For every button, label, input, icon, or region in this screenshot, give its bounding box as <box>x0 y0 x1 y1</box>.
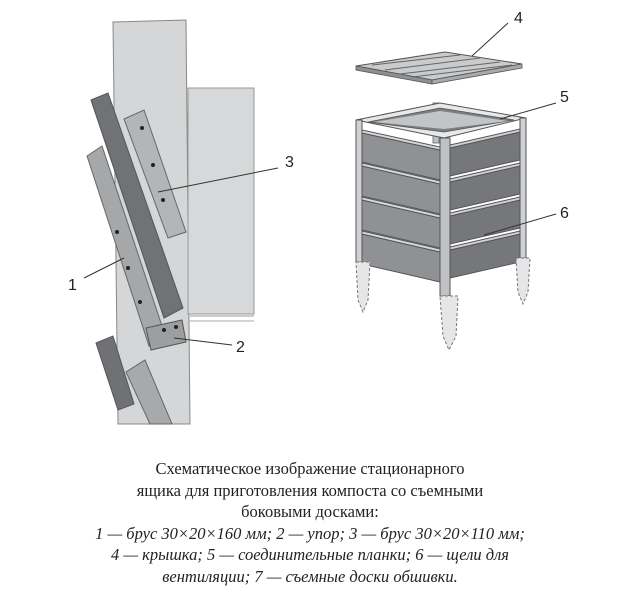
figure-caption <box>0 458 620 587</box>
lid <box>356 52 522 84</box>
caption-title-line-3: боковыми досками: <box>241 502 379 521</box>
label-3: 3 <box>285 154 294 171</box>
caption-legend-line-1: 1 — брус 30×20×160 мм; 2 — упор; 3 — брус 30×20×110 мм; <box>95 523 525 543</box>
post-detail-drawing <box>87 20 254 424</box>
label-4: 4 <box>514 10 523 27</box>
label-5: 5 <box>560 89 569 106</box>
caption-legend-line-2: 4 — крышка; 5 — соединительные планки; 6 — щели для <box>111 545 509 564</box>
removable-boards-right <box>450 129 520 278</box>
side-board <box>188 88 254 314</box>
compost-box-drawing <box>356 52 530 350</box>
caption-title-line-1: Схематическое изображение стационарного <box>155 459 465 478</box>
caption-legend-line-3: вентиляции; 7 — съемные доски обшивки. <box>162 566 458 586</box>
label-6: 6 <box>560 205 569 222</box>
label-2: 2 <box>236 339 245 356</box>
front-center-post <box>440 138 450 296</box>
label-1: 1 <box>68 277 77 294</box>
connecting-strips <box>356 103 526 138</box>
front-left-post <box>356 120 362 262</box>
right-post <box>520 118 526 258</box>
caption-title-line-2: ящика для приготовления компоста со съемными <box>136 480 484 500</box>
removable-boards-left <box>362 130 440 282</box>
